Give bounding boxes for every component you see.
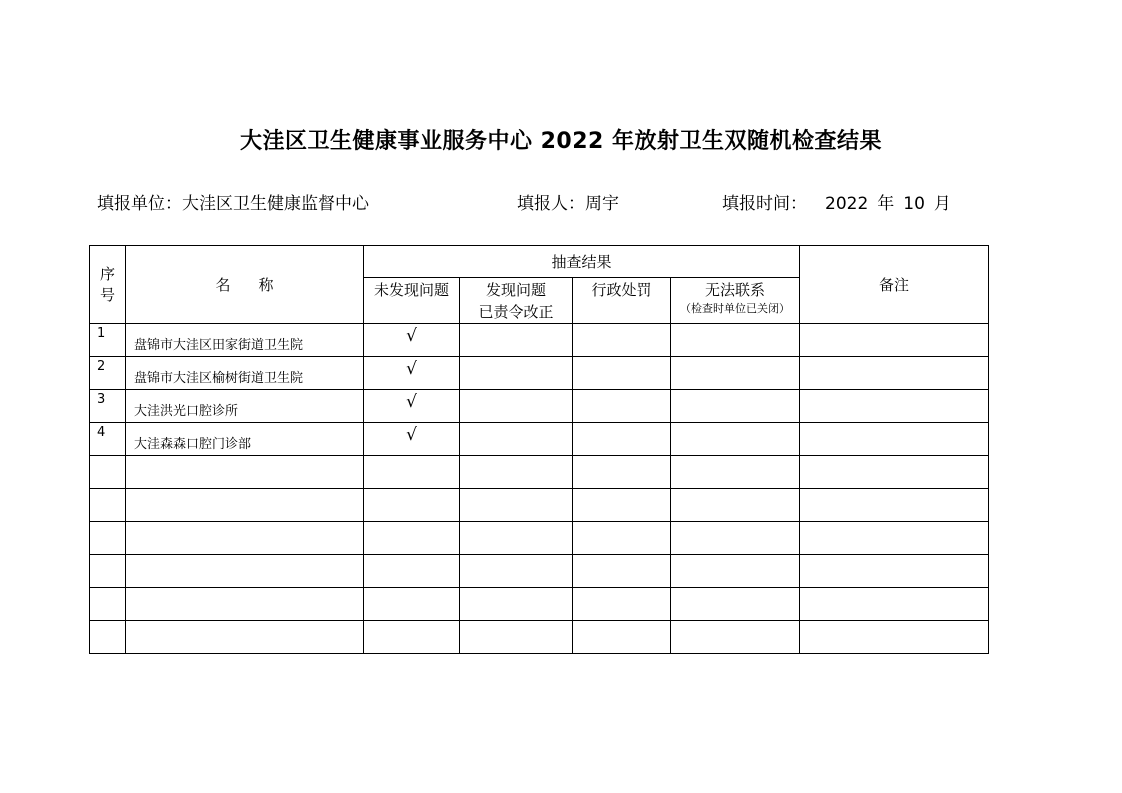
row-no-problem: √ bbox=[364, 423, 460, 456]
row-name bbox=[126, 522, 364, 555]
row-penalty bbox=[573, 390, 671, 423]
fill-time bbox=[722, 190, 951, 218]
header-unreachable-line1: 无法联系 bbox=[705, 281, 766, 299]
fill-time-month-unit: 月 bbox=[933, 194, 951, 214]
header-corrected-line1: 发现问题 bbox=[485, 281, 546, 299]
row-note bbox=[800, 555, 989, 588]
row-unreachable bbox=[671, 621, 800, 654]
row-penalty bbox=[573, 357, 671, 390]
row-name: 大洼洪光口腔诊所 bbox=[126, 390, 364, 423]
row-no-problem: √ bbox=[364, 324, 460, 357]
row-corrected bbox=[460, 489, 573, 522]
header-seq bbox=[90, 246, 126, 324]
document-title: 大洼区卫生健康事业服务中心 2022 年放射卫生双随机检查结果 bbox=[239, 129, 883, 154]
row-corrected bbox=[460, 621, 573, 654]
results-table bbox=[89, 245, 989, 654]
row-penalty bbox=[573, 621, 671, 654]
row-name bbox=[126, 489, 364, 522]
fill-time-year: 2022 bbox=[825, 194, 869, 214]
table-row bbox=[90, 390, 989, 423]
row-no-problem bbox=[364, 555, 460, 588]
row-unreachable bbox=[671, 324, 800, 357]
row-seq: 1 bbox=[90, 324, 126, 357]
row-corrected bbox=[460, 555, 573, 588]
table-row bbox=[90, 621, 989, 654]
row-no-problem bbox=[364, 489, 460, 522]
row-unreachable bbox=[671, 357, 800, 390]
row-note bbox=[800, 390, 989, 423]
row-note bbox=[800, 456, 989, 489]
row-corrected bbox=[460, 456, 573, 489]
row-no-problem: √ bbox=[364, 390, 460, 423]
table-row bbox=[90, 522, 989, 555]
row-no-problem bbox=[364, 621, 460, 654]
table-row bbox=[90, 456, 989, 489]
row-note bbox=[800, 489, 989, 522]
row-corrected bbox=[460, 588, 573, 621]
row-name: 盘锦市大洼区榆树街道卫生院 bbox=[126, 357, 364, 390]
fill-person-value: 周宇 bbox=[585, 194, 619, 214]
row-penalty bbox=[573, 489, 671, 522]
header-note: 备注 bbox=[800, 246, 989, 324]
row-seq bbox=[90, 555, 126, 588]
header-name bbox=[126, 246, 364, 324]
header-seq-line2: 号 bbox=[99, 285, 115, 304]
row-penalty bbox=[573, 324, 671, 357]
row-corrected bbox=[460, 357, 573, 390]
row-no-problem bbox=[364, 456, 460, 489]
header-penalty: 行政处罚 bbox=[573, 278, 671, 324]
row-unreachable bbox=[671, 456, 800, 489]
row-seq: 2 bbox=[90, 357, 126, 390]
row-penalty bbox=[573, 522, 671, 555]
header-unreachable bbox=[671, 278, 800, 324]
row-seq bbox=[90, 456, 126, 489]
row-no-problem bbox=[364, 522, 460, 555]
row-unreachable bbox=[671, 423, 800, 456]
row-seq bbox=[90, 489, 126, 522]
table-row bbox=[90, 489, 989, 522]
fill-unit bbox=[97, 190, 369, 218]
row-note bbox=[800, 621, 989, 654]
row-unreachable bbox=[671, 390, 800, 423]
header-inspection-result: 抽查结果 bbox=[364, 246, 800, 278]
table-row bbox=[90, 588, 989, 621]
row-penalty bbox=[573, 456, 671, 489]
header-name-b: 称 bbox=[258, 276, 274, 294]
row-note bbox=[800, 588, 989, 621]
fill-time-year-unit: 年 bbox=[877, 194, 895, 214]
row-name: 盘锦市大洼区田家街道卫生院 bbox=[126, 324, 364, 357]
header-name-a: 名 bbox=[215, 276, 231, 294]
table-body bbox=[90, 324, 989, 654]
row-no-problem: √ bbox=[364, 357, 460, 390]
row-note bbox=[800, 357, 989, 390]
row-penalty bbox=[573, 588, 671, 621]
row-name bbox=[126, 555, 364, 588]
row-seq: 4 bbox=[90, 423, 126, 456]
header-no-problem: 未发现问题 bbox=[364, 278, 460, 324]
row-penalty bbox=[573, 423, 671, 456]
header-seq-line1: 序 bbox=[99, 264, 115, 283]
row-unreachable bbox=[671, 522, 800, 555]
row-note bbox=[800, 423, 989, 456]
row-unreachable bbox=[671, 489, 800, 522]
table-row bbox=[90, 357, 989, 390]
row-name bbox=[126, 456, 364, 489]
row-seq bbox=[90, 588, 126, 621]
row-name bbox=[126, 621, 364, 654]
fill-unit-label: 填报单位： bbox=[97, 194, 182, 214]
fill-time-month: 10 bbox=[903, 194, 925, 214]
fill-unit-value: 大洼区卫生健康监督中心 bbox=[182, 194, 369, 214]
table-row bbox=[90, 423, 989, 456]
fill-person-label: 填报人： bbox=[517, 194, 585, 214]
row-name: 大洼森森口腔门诊部 bbox=[126, 423, 364, 456]
fill-time-label: 填报时间： bbox=[722, 194, 807, 214]
row-unreachable bbox=[671, 588, 800, 621]
row-corrected bbox=[460, 423, 573, 456]
row-corrected bbox=[460, 324, 573, 357]
row-seq: 3 bbox=[90, 390, 126, 423]
header-unreachable-line2: （检查时单位已关闭） bbox=[680, 302, 790, 315]
row-name bbox=[126, 588, 364, 621]
row-corrected bbox=[460, 522, 573, 555]
fill-person bbox=[517, 190, 619, 218]
row-penalty bbox=[573, 555, 671, 588]
header-corrected bbox=[460, 278, 573, 324]
row-seq bbox=[90, 522, 126, 555]
table-row bbox=[90, 324, 989, 357]
row-note bbox=[800, 522, 989, 555]
row-note bbox=[800, 324, 989, 357]
table-row bbox=[90, 555, 989, 588]
row-no-problem bbox=[364, 588, 460, 621]
row-corrected bbox=[460, 390, 573, 423]
row-seq bbox=[90, 621, 126, 654]
header-corrected-line2: 已责令改正 bbox=[478, 303, 554, 321]
row-unreachable bbox=[671, 555, 800, 588]
